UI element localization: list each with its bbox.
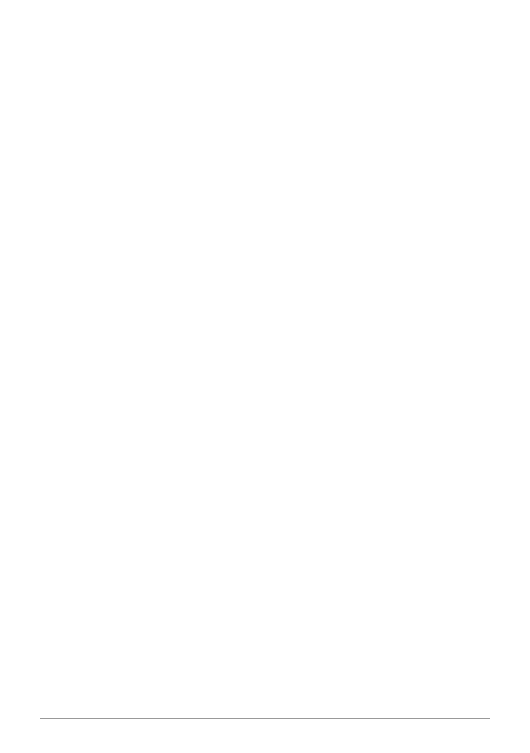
footer-divider <box>40 718 490 719</box>
